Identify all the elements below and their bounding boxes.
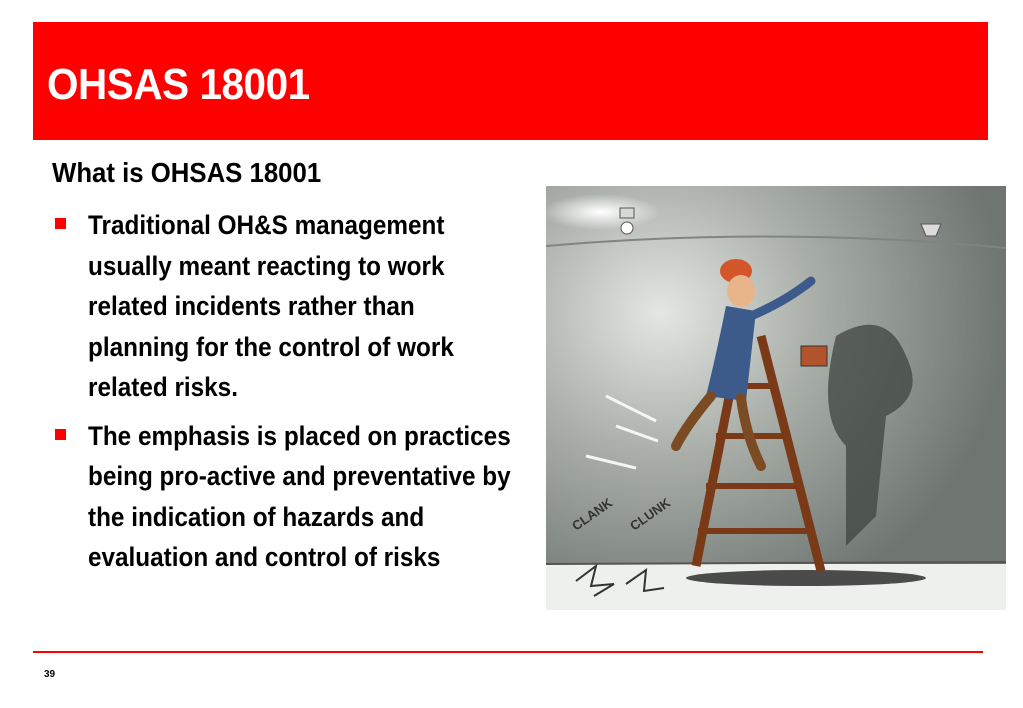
ladder-cartoon-svg [546, 186, 1006, 610]
section-heading: What is OHSAS 18001 [52, 157, 322, 188]
sound-effect-text: CLUNK [627, 495, 673, 534]
sound-effect-text: CLANK [569, 495, 615, 534]
title-banner [33, 22, 988, 140]
bullet-list [52, 205, 522, 586]
square-bullet-icon [55, 218, 66, 229]
bullet-text: Traditional OH&S management usually meant reacting to work related incidents rather than planning for the control of work related risks. [88, 210, 454, 402]
bullet-item [52, 205, 522, 408]
square-bullet-icon [55, 429, 66, 440]
bullet-text: The emphasis is placed on practices being pro-active and preventative by the indication of hazards and evaluation and control of risks [88, 420, 511, 572]
footer-divider [33, 651, 983, 653]
bullet-item [52, 416, 522, 578]
ladder-cartoon-illustration [546, 186, 1006, 610]
page-number: 39 [44, 669, 56, 680]
slide-title: OHSAS 18001 [47, 60, 310, 109]
